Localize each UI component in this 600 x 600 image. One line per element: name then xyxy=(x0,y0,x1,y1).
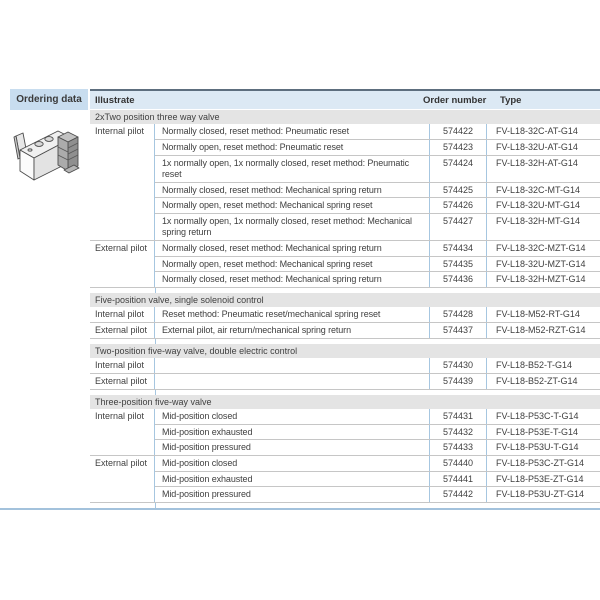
section-block xyxy=(90,307,600,339)
description-cell: Mid-position pressured xyxy=(162,489,251,499)
description-cell: Mid-position closed xyxy=(162,457,238,468)
table-row xyxy=(155,471,600,487)
type-cell: FV-L18-P53C-T-G14 xyxy=(496,410,579,421)
table-row xyxy=(155,213,600,240)
order-number-cell: 574422 xyxy=(429,124,487,139)
description-cell: Normally open, reset method: Pneumatic reset xyxy=(162,142,344,152)
pilot-cell: Internal pilot xyxy=(90,124,155,240)
table-row xyxy=(155,307,600,322)
section-title: 2xTwo position three way valve xyxy=(90,110,600,124)
order-number-cell: 574426 xyxy=(429,198,487,213)
pilot-group xyxy=(90,307,600,322)
order-number-cell: 574423 xyxy=(429,140,487,155)
description-cell: Normally open, reset method: Mechanical spring reset xyxy=(162,258,373,269)
pilot-cell: Internal pilot xyxy=(90,409,155,455)
row-list xyxy=(155,456,600,502)
description-cell: Mid-position exhausted xyxy=(162,426,253,437)
description-cell xyxy=(155,358,429,373)
order-number-cell: 574430 xyxy=(429,358,487,373)
order-number-cell: 574434 xyxy=(429,241,487,256)
type-cell: FV-L18-P53U-ZT-G14 xyxy=(496,489,585,499)
row-list xyxy=(155,307,600,322)
description-cell: Normally open, reset method: Mechanical spring reset xyxy=(162,200,373,210)
order-number-cell: 574432 xyxy=(429,425,487,440)
description-cell: Normally closed, reset method: Mechanical spring return xyxy=(162,242,382,253)
type-cell: FV-L18-32U-AT-G14 xyxy=(496,142,578,152)
valve-product-image xyxy=(6,114,86,192)
sidebar xyxy=(0,89,90,192)
table-row xyxy=(155,271,600,287)
section-gap xyxy=(90,390,600,395)
pilot-cell: External pilot xyxy=(90,456,155,502)
type-cell: FV-L18-P53E-ZT-G14 xyxy=(496,473,584,484)
table-body xyxy=(90,110,600,508)
table-header xyxy=(90,89,600,109)
type-cell: FV-L18-P53U-T-G14 xyxy=(496,442,579,452)
order-number-cell: 574436 xyxy=(429,272,487,287)
order-number-cell: 574431 xyxy=(429,409,487,424)
section-gap xyxy=(90,288,600,293)
description-cell: External pilot, air return/mechanical spring return xyxy=(162,324,351,335)
order-number-cell: 574441 xyxy=(429,472,487,487)
type-cell: FV-L18-32C-MZT-G14 xyxy=(496,242,586,253)
table-row xyxy=(155,241,600,256)
pilot-group xyxy=(90,240,600,287)
pilot-cell: External pilot xyxy=(90,323,155,338)
table-row xyxy=(155,256,600,272)
section-block xyxy=(90,358,600,390)
order-number-cell: 574428 xyxy=(429,307,487,322)
order-number-cell: 574442 xyxy=(429,487,487,502)
pilot-cell: Internal pilot xyxy=(90,358,155,373)
section-title: Five-position valve, single solenoid control xyxy=(90,293,600,307)
bottom-rule xyxy=(0,508,600,510)
table-row xyxy=(155,182,600,198)
pilot-cell: Internal pilot xyxy=(90,307,155,322)
type-cell: FV-L18-B52-ZT-G14 xyxy=(496,375,578,386)
ordering-table xyxy=(90,89,600,508)
pilot-cell: External pilot xyxy=(90,241,155,287)
table-row xyxy=(155,456,600,471)
col-header-order-number: Order number xyxy=(423,95,487,106)
order-number-cell: 574435 xyxy=(429,257,487,272)
order-number-cell: 574433 xyxy=(429,440,487,455)
table-row xyxy=(155,409,600,424)
row-list xyxy=(155,323,600,338)
description-cell: Reset method: Pneumatic reset/mechanical spring reset xyxy=(162,308,381,319)
table-row xyxy=(155,155,600,182)
description-cell: 1x normally open, 1x normally closed, reset method: Mechanical spring return xyxy=(162,215,412,237)
description-cell: Normally closed, reset method: Mechanical spring return xyxy=(162,274,382,284)
ordering-data-label: Ordering data xyxy=(10,89,88,110)
row-list xyxy=(155,124,600,240)
row-list xyxy=(155,358,600,373)
table-row xyxy=(155,139,600,155)
order-number-cell: 574427 xyxy=(429,214,487,240)
pilot-cell: External pilot xyxy=(90,374,155,389)
order-number-cell: 574440 xyxy=(429,456,487,471)
description-cell xyxy=(155,374,429,389)
table-row xyxy=(155,197,600,213)
description-cell: Mid-position closed xyxy=(162,410,238,421)
order-number-cell: 574439 xyxy=(429,374,487,389)
pilot-group xyxy=(90,124,600,240)
type-cell: FV-L18-32H-MT-G14 xyxy=(496,215,581,226)
description-cell: 1x normally open, 1x normally closed, reset method: Pneumatic reset xyxy=(162,157,410,179)
table-row xyxy=(155,358,600,373)
type-cell: FV-L18-32C-MT-G14 xyxy=(496,184,581,195)
pilot-group xyxy=(90,373,600,389)
type-cell: FV-L18-M52-RZT-G14 xyxy=(496,324,586,335)
pilot-group xyxy=(90,409,600,455)
table-row xyxy=(155,424,600,440)
type-cell: FV-L18-P53E-T-G14 xyxy=(496,426,579,437)
order-number-cell: 574437 xyxy=(429,323,487,338)
type-cell: FV-L18-32C-AT-G14 xyxy=(496,126,578,136)
description-cell: Normally closed, reset method: Mechanical spring return xyxy=(162,184,382,195)
type-cell: FV-L18-32H-AT-G14 xyxy=(496,157,578,168)
type-cell: FV-L18-P53C-ZT-G14 xyxy=(496,457,585,468)
section-title: Two-position five-way valve, double electric control xyxy=(90,344,600,358)
section-gap xyxy=(90,339,600,344)
type-cell: FV-L18-B52-T-G14 xyxy=(496,359,573,370)
table-bottom-gap xyxy=(90,503,600,508)
pilot-group xyxy=(90,358,600,373)
row-list xyxy=(155,374,600,389)
order-number-cell: 574425 xyxy=(429,183,487,198)
table-row xyxy=(155,374,600,389)
order-number-cell: 574424 xyxy=(429,156,487,182)
table-row xyxy=(155,323,600,338)
table-row xyxy=(155,124,600,139)
row-list xyxy=(155,241,600,287)
section-block xyxy=(90,409,600,503)
description-cell: Mid-position exhausted xyxy=(162,473,253,484)
type-cell: FV-L18-32U-MT-G14 xyxy=(496,200,581,210)
section-title: Three-position five-way valve xyxy=(90,395,600,409)
pilot-group xyxy=(90,322,600,338)
type-cell: FV-L18-32H-MZT-G14 xyxy=(496,274,586,284)
type-cell: FV-L18-32U-MZT-G14 xyxy=(496,258,586,269)
table-row xyxy=(155,486,600,502)
row-list xyxy=(155,409,600,455)
section-block xyxy=(90,124,600,288)
table-row xyxy=(155,439,600,455)
description-cell: Normally closed, reset method: Pneumatic reset xyxy=(162,126,349,136)
type-cell: FV-L18-M52-RT-G14 xyxy=(496,308,580,319)
description-cell: Mid-position pressured xyxy=(162,442,251,452)
pilot-group xyxy=(90,455,600,502)
col-header-illustrate: Illustrate xyxy=(95,95,135,106)
col-header-type: Type xyxy=(500,95,522,106)
